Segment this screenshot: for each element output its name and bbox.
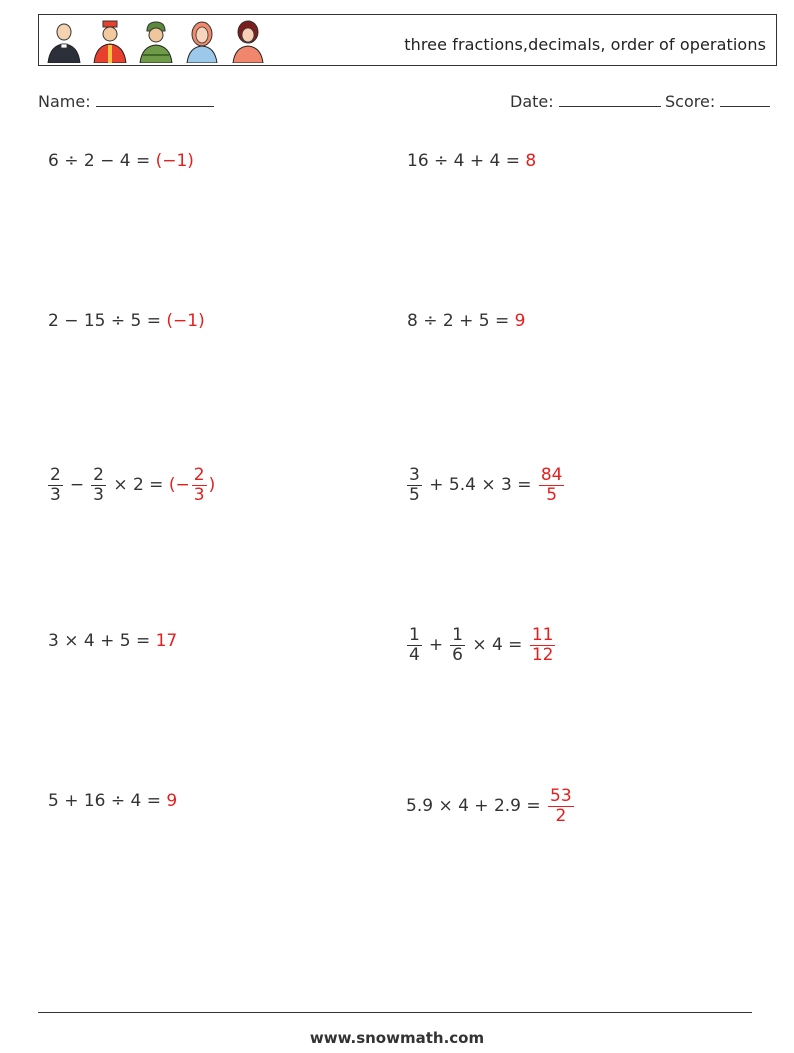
fraction: $\frac{2}{3}$ <box>50 465 61 505</box>
problem-expression: 2 − 15 ÷ 5 = <box>48 311 162 331</box>
problem-expression: 5.9 × 4 + 2.9 = <box>406 796 541 817</box>
problem-expression: 3 × 4 + 5 = <box>48 631 151 651</box>
problem-expression: + 5.4 × 3 = <box>429 475 532 496</box>
problem-5 <box>46 466 215 504</box>
problem-9 <box>48 791 177 811</box>
worksheet-title: three fractions,decimals, order of operations <box>404 35 766 54</box>
fraction: $\frac{1}{6}$ <box>452 625 463 665</box>
operator: + <box>428 635 444 656</box>
problem-answer: $\frac{11}{12}$ <box>531 625 554 665</box>
problem-expression: × 2 = <box>113 475 164 496</box>
score-label: Score: <box>665 92 716 111</box>
name-label: Name: <box>38 92 91 111</box>
problem-6 <box>405 466 566 504</box>
problem-1 <box>48 151 194 171</box>
avatar-row <box>45 19 267 63</box>
problem-expression: 16 ÷ 4 + 4 = <box>407 151 521 171</box>
problem-answer: (−1) <box>155 151 194 171</box>
footer-site-link[interactable]: www.snowmath.com <box>309 1029 485 1047</box>
problem-answer: (−1) <box>166 311 205 331</box>
date-blank[interactable] <box>559 92 661 107</box>
date-field <box>510 92 661 111</box>
fraction: $\frac{3}{5}$ <box>409 465 420 505</box>
name-field <box>38 92 214 111</box>
fraction: $\frac{1}{4}$ <box>409 625 420 665</box>
problem-expression: 6 ÷ 2 − 4 = <box>48 151 151 171</box>
score-field <box>665 92 770 111</box>
header-box <box>38 14 777 66</box>
problem-expression: × 4 = <box>472 635 523 656</box>
problem-8 <box>405 626 557 664</box>
woman-avatar-icon <box>183 19 221 63</box>
problem-answer: 9 <box>514 311 526 331</box>
priest-avatar-icon <box>45 19 83 63</box>
problem-7 <box>48 631 177 651</box>
score-blank[interactable] <box>720 92 770 107</box>
problem-answer: 9 <box>166 791 178 811</box>
problem-answer: (− $\frac{2}{3}$ ) <box>168 465 216 505</box>
problem-answer: 8 <box>525 151 537 171</box>
problem-expression: 8 ÷ 2 + 5 = <box>407 311 510 331</box>
date-label: Date: <box>510 92 554 111</box>
operator: − <box>69 475 85 496</box>
problem-answer: $\frac{53}{2}$ <box>550 786 572 826</box>
problem-answer: $\frac{84}{5}$ <box>540 465 563 505</box>
problem-4 <box>407 311 525 331</box>
problem-expression: 5 + 16 ÷ 4 = <box>48 791 162 811</box>
bellhop-avatar-icon <box>91 19 129 63</box>
problem-3 <box>48 311 205 331</box>
girl-avatar-icon <box>229 19 267 63</box>
problem-2 <box>407 151 536 171</box>
problem-answer: 17 <box>155 631 178 651</box>
fraction: $\frac{2}{3}$ <box>93 465 104 505</box>
problem-10 <box>406 787 576 825</box>
name-blank[interactable] <box>96 92 214 107</box>
footer-divider <box>38 1012 752 1013</box>
soldier-avatar-icon <box>137 19 175 63</box>
